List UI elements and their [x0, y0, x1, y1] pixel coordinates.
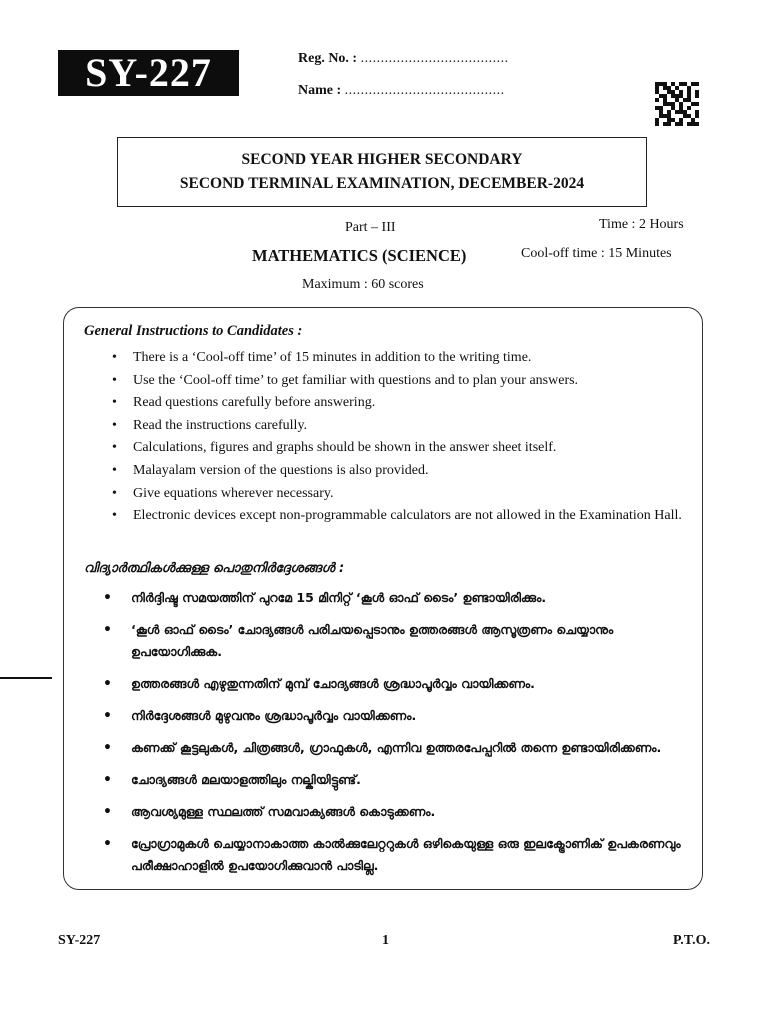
- instructions-heading-ml: വിദ്യാർത്ഥികൾക്കുള്ള പൊതുനിർദ്ദേശങ്ങൾ :: [84, 561, 345, 576]
- exam-title-line-1: SECOND YEAR HIGHER SECONDARY: [241, 151, 523, 168]
- exam-subject: MATHEMATICS (SCIENCE): [252, 246, 467, 265]
- instruction-item-ml: • നിർദ്ദേശങ്ങൾ മുഴുവനും ശ്രദ്ധാപൂർവ്വം വായിക്കണം.: [100, 705, 690, 727]
- instruction-item-en: • Read questions carefully before answering.: [112, 392, 682, 415]
- qr-code-icon: [655, 82, 699, 126]
- instructions-list-en: [112, 347, 682, 528]
- instruction-item-en: • There is a ‘Cool-off time’ of 15 minutes in addition to the writing time.: [112, 347, 682, 370]
- margin-divider: [0, 677, 52, 679]
- footer-paper-code: SY-227: [58, 933, 101, 948]
- reg-no-field: [298, 50, 509, 82]
- exam-time: Time : 2 Hours: [599, 217, 684, 232]
- instruction-item-en: • Use the ‘Cool-off time’ to get familiar with questions and to plan your answers.: [112, 370, 682, 393]
- reg-no-blank: .....................................: [360, 51, 509, 66]
- maximum-scores: Maximum : 60 scores: [302, 277, 424, 292]
- reg-no-label: Reg. No. :: [298, 51, 358, 66]
- candidate-fields: [298, 50, 509, 114]
- exam-part: Part – III: [345, 220, 396, 235]
- name-field: [298, 82, 509, 114]
- instruction-item-ml: • കണക്ക് കൂട്ടലുകൾ, ചിത്രങ്ങൾ, ഗ്രാഫുകൾ, എന്നിവ ഉത്തരപേപ്പറിൽ തന്നെ ഉണ്ടായിരിക്കണം.: [100, 737, 690, 759]
- instruction-item-ml: • ‘കൂൾ ഓഫ് ടൈം’ ചോദ്യങ്ങൾ പരിചയപ്പെടാനും ഉത്തരങ്ങൾ ആസൂത്രണം ചെയ്യാനും ഉപയോഗിക്കുക.: [100, 619, 690, 663]
- instruction-item-ml: • ആവശ്യമുള്ള സ്ഥലത്ത് സമവാക്യങ്ങൾ കൊടുക്കണം.: [100, 801, 690, 823]
- instruction-item-en: • Give equations wherever necessary.: [112, 483, 682, 506]
- name-label: Name :: [298, 83, 342, 98]
- footer-pto: P.T.O.: [673, 933, 710, 948]
- instruction-item-ml: • നിർദ്ദിഷ്ട സമയത്തിന് പുറമേ 15 മിനിറ്റ് ‘കൂൾ ഓഫ് ടൈം’ ഉണ്ടായിരിക്കും.: [100, 587, 690, 609]
- paper-code-badge: SY-227: [58, 50, 239, 96]
- instructions-list-ml: [100, 587, 690, 877]
- cool-off-time: Cool-off time : 15 Minutes: [521, 246, 672, 261]
- instruction-item-ml: • ചോദ്യങ്ങൾ മലയാളത്തിലും നല്കിയിട്ടുണ്ട്.: [100, 769, 690, 791]
- instruction-item-ml: • പ്രോഗ്രാമുകൾ ചെയ്യാനാകാത്ത കാൽക്കുലേറ്ററുകൾ ഒഴികെയുള്ള ഒരു ഇലക്ട്രോണിക് ഉപകരണവും പരീക്ഷാഹാളിൽ ഉപയോഗിക്കുവാൻ പാടില്ല.: [100, 833, 690, 877]
- instructions-heading-en: General Instructions to Candidates :: [84, 323, 303, 339]
- name-blank: ........................................: [344, 83, 505, 98]
- exam-title-box: [117, 137, 647, 207]
- instruction-item-en: • Electronic devices except non-programmable calculators are not allowed in the Examination Hall.: [112, 505, 682, 528]
- instruction-item-en: • Read the instructions carefully.: [112, 415, 682, 438]
- exam-title-line-2: SECOND TERMINAL EXAMINATION, DECEMBER-2024: [179, 175, 585, 192]
- footer-page-number: 1: [382, 933, 389, 948]
- instruction-item-en: • Calculations, figures and graphs should be shown in the answer sheet itself.: [112, 437, 682, 460]
- instruction-item-ml: • ഉത്തരങ്ങൾ എഴുതുന്നതിന് മുമ്പ് ചോദ്യങ്ങൾ ശ്രദ്ധാപൂർവ്വം വായിക്കണം.: [100, 673, 690, 695]
- instruction-item-en: • Malayalam version of the questions is also provided.: [112, 460, 682, 483]
